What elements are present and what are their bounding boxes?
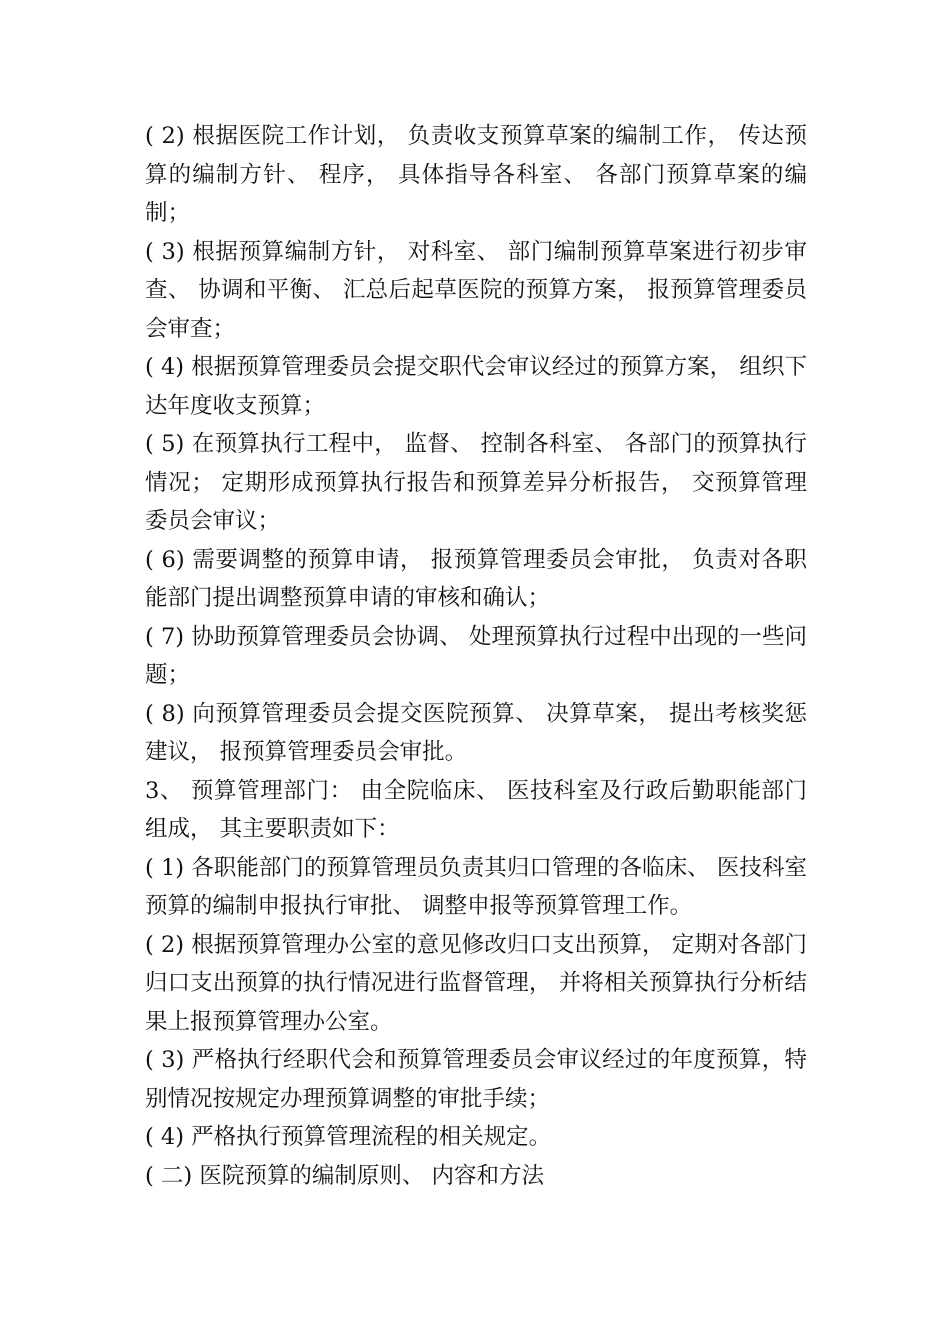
paragraph-office-duty-6: ( 6) 需要调整的预算申请， 报预算管理委员会审批， 负责对各职能部门提出调整预算申请的审核和确认；: [145, 546, 807, 611]
paragraph-dept-duty-4: ( 4) 严格执行预算管理流程的相关规定。: [145, 1124, 552, 1150]
section-heading-budget-departments: 3、 预算管理部门： 由全院临床、 医技科室及行政后勤职能部门组成， 其主要职责如下：: [145, 777, 807, 842]
paragraph-office-duty-8: ( 8) 向预算管理委员会提交医院预算、 决算草案， 提出考核奖惩建议， 报预算管理委员会审批。: [145, 700, 807, 765]
document-body: [145, 117, 807, 1195]
section-heading-budget-principles: ( 二) 医院预算的编制原则、 内容和方法: [145, 1162, 545, 1189]
paragraph-office-duty-3: ( 3) 根据预算编制方针， 对科室、 部门编制预算草案进行初步审查、 协调和平衡、 汇总后起草医院的预算方案， 报预算管理委员会审查；: [145, 238, 807, 342]
paragraph-office-duty-4: ( 4) 根据预算管理委员会提交职代会审议经过的预算方案， 组织下达年度收支预算；: [145, 354, 807, 419]
paragraph-dept-duty-3: ( 3) 严格执行经职代会和预算管理委员会审议经过的年度预算，特别情况按规定办理预算调整的审批手续；: [145, 1047, 807, 1112]
paragraph-office-duty-7: ( 7) 协助预算管理委员会协调、 处理预算执行过程中出现的一些问题；: [145, 623, 807, 688]
paragraph-office-duty-2: ( 2) 根据医院工作计划， 负责收支预算草案的编制工作， 传达预算的编制方针、 程序， 具体指导各科室、 各部门预算草案的编制；: [145, 123, 807, 226]
paragraph-dept-duty-1: ( 1) 各职能部门的预算管理员负责其归口管理的各临床、 医技科室预算的编制申报执行审批、 调整申报等预算管理工作。: [145, 854, 807, 919]
paragraph-dept-duty-2: ( 2) 根据预算管理办公室的意见修改归口支出预算， 定期对各部门归口支出预算的执行情况进行监督管理， 并将相关预算执行分析结果上报预算管理办公室。: [145, 931, 807, 1035]
paragraph-office-duty-5: ( 5) 在预算执行工程中， 监督、 控制各科室、 各部门的预算执行情况； 定期形成预算执行报告和预算差异分析报告， 交预算管理委员会审议；: [145, 431, 807, 534]
